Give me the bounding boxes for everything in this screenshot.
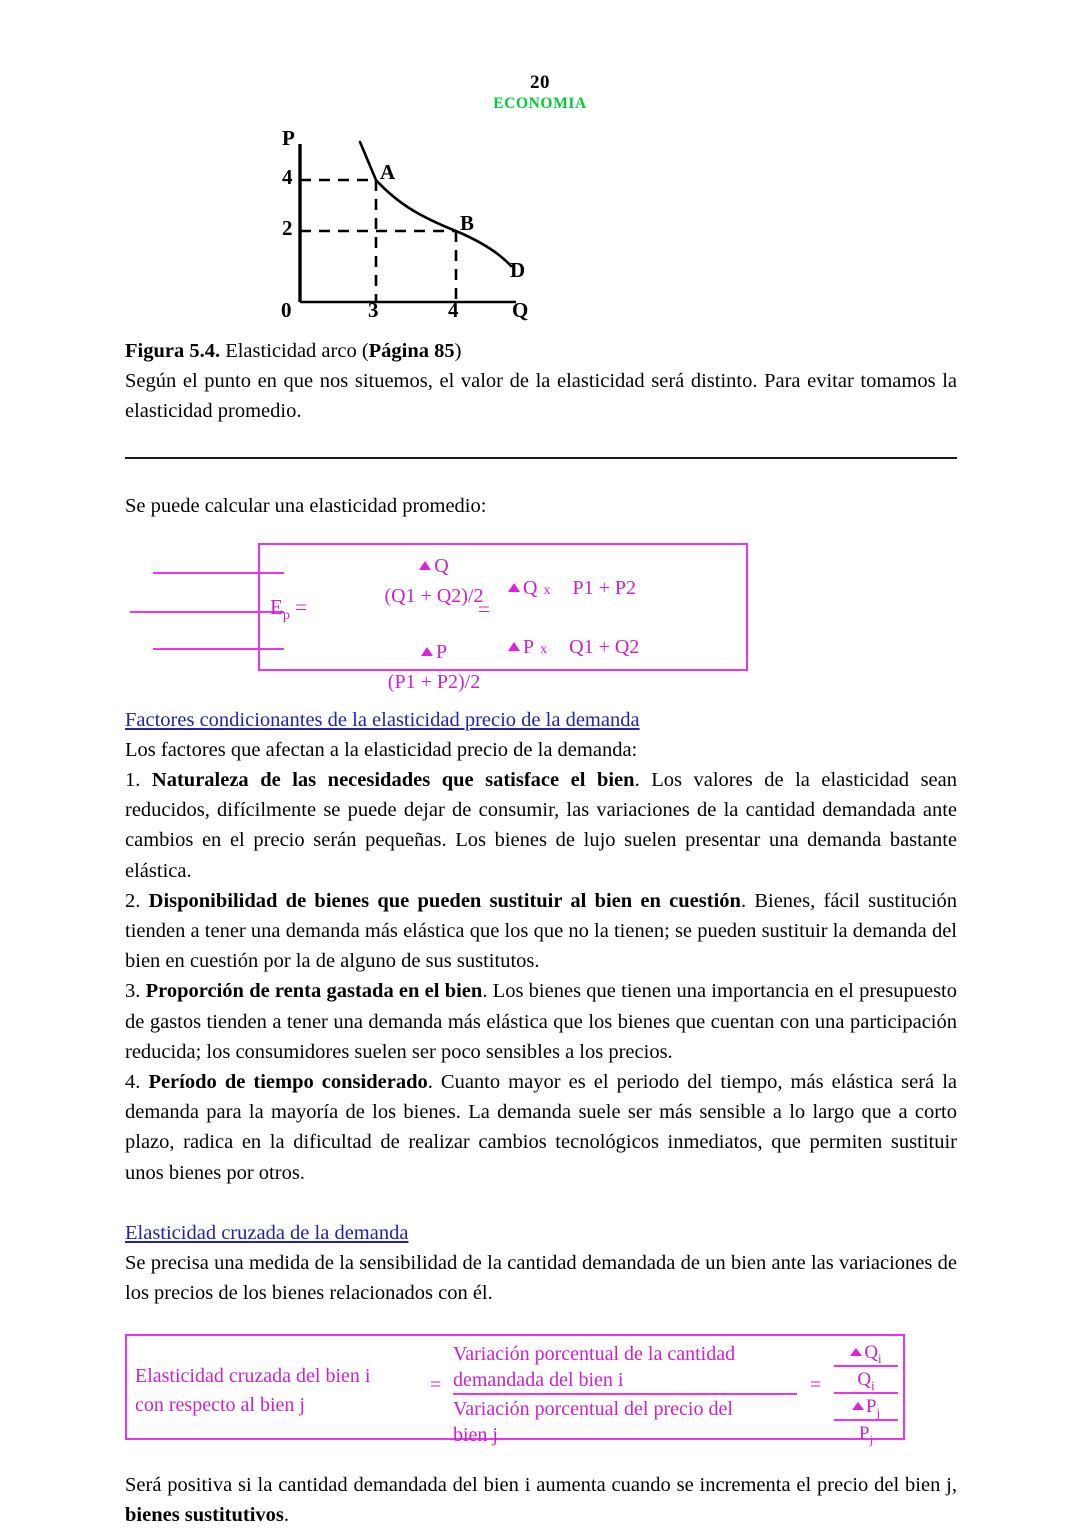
section-2-intro: Se precisa una medida de la sensibilidad de la cantidad demandada de un bien ante las variaciones de los precios de los bienes relacionados con él.: [125, 1251, 957, 1305]
figure-label: Figura 5.4.: [125, 340, 221, 362]
page-header: [0, 72, 1080, 114]
figure-caption-title: [125, 336, 957, 366]
cross-denominator: [453, 1395, 797, 1448]
delta-triangle-icon: [421, 647, 433, 656]
x-tick-3: 3: [368, 298, 379, 322]
origin-label: 0: [281, 298, 292, 322]
cross-symbolic-fraction: [834, 1340, 898, 1446]
ep-label: $E_p$ =: [270, 594, 307, 623]
delta-triangle-icon: [850, 1348, 862, 1356]
item-number: 3.: [125, 980, 146, 1003]
figure-title: Elasticidad arco (: [220, 340, 369, 362]
rhs-bottom-row: P x Q1 + Q2: [508, 632, 746, 665]
list-item: [125, 976, 957, 1067]
sym-delta-q: $Q_i$: [834, 1340, 898, 1365]
rhs-top-row: Q x P1 + P2: [508, 573, 746, 606]
section-divider: [125, 457, 957, 459]
page-number: 20: [530, 72, 550, 93]
item-number: 2.: [125, 889, 149, 912]
figure-page-ref: Página 85: [368, 340, 455, 362]
cross-equals-2: =: [810, 1374, 822, 1397]
item-text: . Bienes, fácil sustitución tienden a tener una demanda más elástica que los que no la tienen; se pueden sustituir la demanda del bien en cuestión por la de alguno de sus sustitutos.: [125, 889, 958, 973]
section-heading-cruzada: Elasticidad cruzada de la demanda: [125, 1221, 409, 1244]
delta-triangle-icon: [508, 583, 520, 592]
closing-text-start: Será positiva si la cantidad demandada del bien i aumenta cuando se incrementa el precio del bien j,: [125, 1474, 957, 1497]
y-tick-2: 2: [282, 216, 293, 240]
figure-demand-curve: [268, 126, 558, 328]
item-bold-title: Período de tiempo considerado: [148, 1071, 428, 1094]
figure-caption: [125, 336, 957, 427]
item-bold-title: Naturaleza de las necesidades que satisface el bien: [151, 769, 635, 792]
figure-title-end: ): [454, 340, 462, 362]
lhs-numerator-delta: Q: [338, 551, 530, 581]
list-item: [125, 765, 957, 886]
list-item: [125, 1067, 957, 1188]
closing-bold: bienes sustitutivos: [125, 1504, 284, 1527]
point-label-a: A: [380, 160, 396, 184]
delta-triangle-icon: [852, 1402, 864, 1410]
formula-box-average-elasticity: [258, 543, 748, 693]
item-text: . Los bienes que tienen una importancia en el presupuesto de gastos tienden a tener una demanda más elástica que los bienes que cuentan con una participación reducida; los consumidores suelen ser poco sensibles a los precios.: [125, 980, 957, 1063]
cross-numerator-line-2: demandada del bien i: [453, 1369, 624, 1392]
sym-q: $Q_i$: [857, 1369, 875, 1394]
list-item: [125, 886, 957, 977]
formula-middle-equals: =: [478, 596, 490, 621]
item-number: 1.: [125, 769, 152, 792]
x-tick-4: 4: [448, 298, 459, 322]
formula-lhs: [338, 551, 530, 697]
point-label-b: B: [460, 211, 475, 235]
sym-delta-p: $P_j$: [834, 1394, 898, 1419]
cross-label-line-1: Elasticidad cruzada del bien i: [135, 1365, 371, 1388]
header-subject: ECONOMIA: [493, 95, 587, 112]
lhs-denominator-delta: P: [338, 637, 530, 667]
item-bold-title: Proporción de renta gastada en el bien: [145, 980, 483, 1003]
curve-label-d: D: [510, 258, 526, 282]
formula-box-1-zone: [125, 543, 957, 693]
cross-denominator-line-1: Variación porcentual del precio del: [453, 1398, 733, 1421]
cross-equals-1: =: [430, 1374, 442, 1397]
formula-box-cross-elasticity: [125, 1334, 905, 1448]
cross-elasticity-label: [135, 1362, 370, 1420]
delta-triangle-icon: [419, 561, 431, 570]
formula-rhs: [508, 573, 746, 665]
axis-label-q: Q: [512, 298, 529, 322]
closing-text-end: .: [283, 1504, 290, 1527]
item-bold-title: Disponibilidad de bienes que pueden sustituir al bien en cuestión: [148, 889, 741, 912]
cross-text-fraction: [453, 1341, 797, 1448]
delta-triangle-icon: [508, 642, 520, 651]
lead-text: Se puede calcular una elasticidad promedio:: [125, 494, 487, 517]
section-1-intro: Los factores que afectan a la elasticidad precio de la demanda:: [125, 738, 638, 761]
cross-numerator: [453, 1341, 797, 1393]
item-text: . Los valores de la elasticidad sean reducidos, difícilmente se puede dejar de consumir, las variaciones de la cantidad demandada ante cambios en el precio serán pequeñas. Los bienes de lujo suelen presentar una demanda bastante elástica.: [125, 769, 957, 882]
cross-label-line-2: con respecto al bien j: [135, 1394, 305, 1417]
document-body: [125, 336, 957, 1531]
item-number: 4.: [125, 1071, 149, 1094]
lhs-numerator-avg: (Q1 + Q2)/2: [384, 584, 484, 607]
section-heading-factores: Factores condicionantes de la elasticidad precio de la demanda: [125, 708, 640, 731]
cross-numerator-line-1: Variación porcentual de la cantidad: [453, 1343, 736, 1366]
closing-paragraph: [125, 1470, 957, 1530]
figure-caption-body: Según el punto en que nos situemos, el valor de la elasticidad será distinto. Para evitar tomamos la elasticidad promedio.: [125, 370, 957, 423]
y-tick-4: 4: [282, 165, 293, 189]
lhs-denominator-avg: (P1 + P2)/2: [387, 670, 481, 693]
axis-label-p: P: [282, 126, 295, 150]
item-text: . Cuanto mayor es el periodo del tiempo, más elástica será la demanda para la mayoría de los bienes. La demanda suele ser más sensible a lo largo que a corto plazo, radica en la dificultad de realizar cambios tecnológicos inmediatos, que permiten sustituir unos bienes por otros.: [125, 1071, 957, 1184]
cross-denominator-line-2: bien j: [453, 1424, 498, 1447]
sym-p: $P_j$: [858, 1423, 874, 1448]
